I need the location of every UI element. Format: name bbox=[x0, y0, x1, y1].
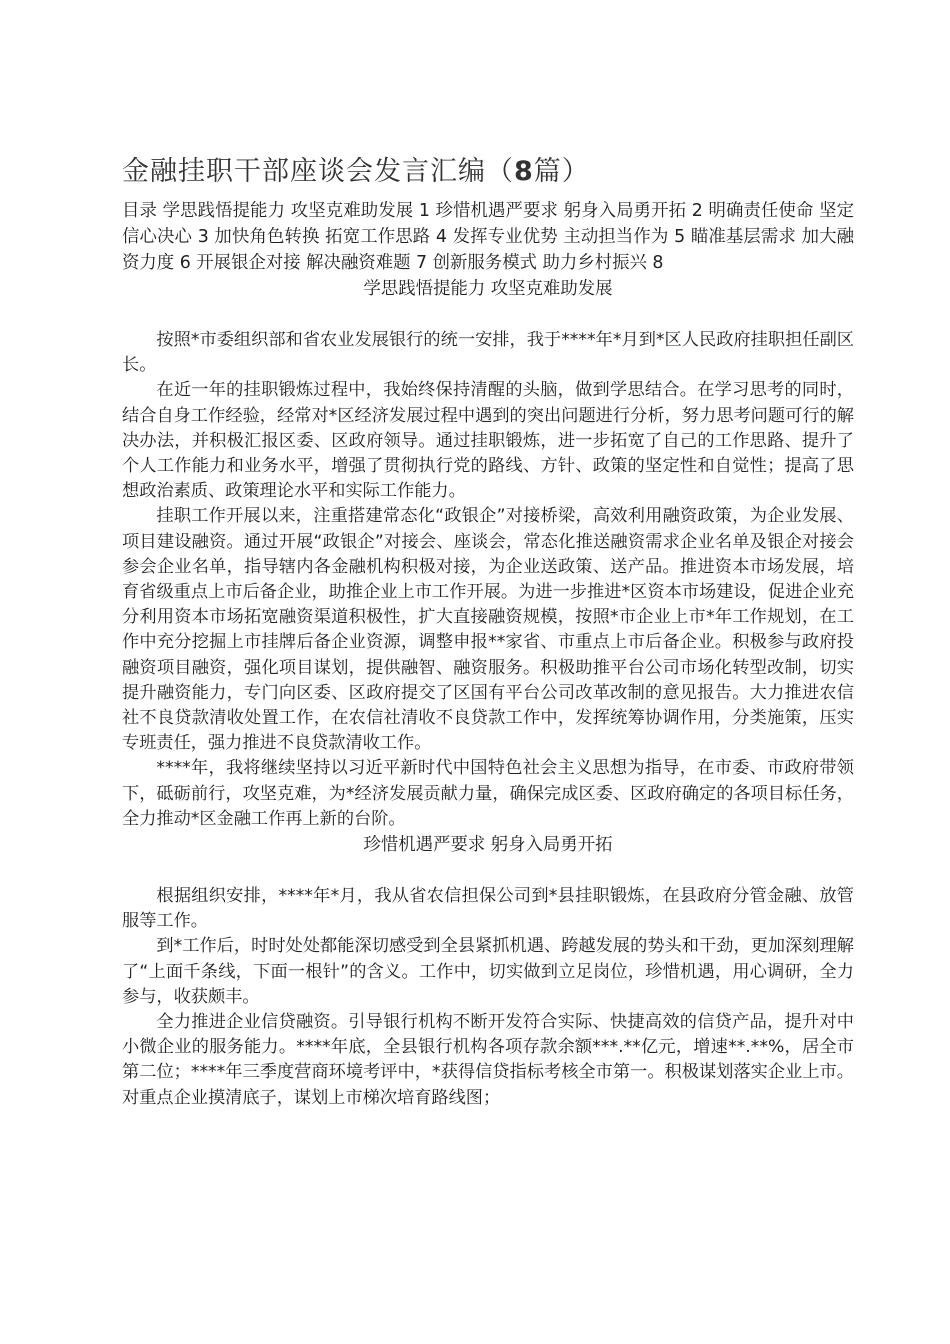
paragraph: ****年，我将继续坚持以习近平新时代中国特色社会主义思想为指导，在市委、市政府带领下，砥砺前行，攻坚克难，为*经济发展贡献力量，确保完成区委、区政府确定的各项目标任务，全力推动*区金融工作再上新的台阶。 bbox=[122, 758, 854, 829]
document-title bbox=[122, 150, 854, 194]
paragraph: 根据组织安排，****年*月，我从省农信担保公司到*县挂职锻炼，在县政府分管金融、放管服等工作。 bbox=[122, 886, 854, 932]
title-prefix: 金融挂职干部座谈会发言汇编（ bbox=[122, 156, 514, 187]
section-heading: 学思践悟提能力 攻坚克难助发展 bbox=[363, 279, 613, 299]
paragraph: 到*工作后，时时处处都能深切感受到全县紧抓机遇、跨越发展的势头和干劲，更加深刻理解了“上面千条线，下面一根针”的含义。工作中，切实做到立足岗位，珍惜机遇，用心调研，全力参与，收获颇丰。 bbox=[122, 936, 854, 1007]
section-spacer bbox=[122, 858, 854, 884]
table-of-contents: 目录 学思践悟提能力 攻坚克难助发展 1 珍惜机遇严要求 躬身入局勇开拓 2 明确责任使命 坚定信心决心 3 加快角色转换 拓宽工作思路 4 发挥专业优势 主动担当作为 5 瞄准基层需求 加大融资力度 6 开展银企对接 解决融资难题 7 创新服务模式 助力乡村振兴 8 bbox=[122, 201, 854, 273]
paragraph: 按照*市委组织部和省农业发展银行的统一安排，我于****年*月到*区人民政府挂职担任副区长。 bbox=[122, 330, 854, 376]
paragraph: 全力推进企业信贷融资。引导银行机构不断开发符合实际、快捷高效的信贷产品，提升对中小微企业的服务能力。****年底，全县银行机构各项存款余额***.**亿元，增速**.**%，居全市第二位；****年三季度营商环境考评中，*获得信贷指标考核全市第一。积极谋划落实企业上市。对重点企业摸清底子，谋划上市梯次培育路线图； bbox=[122, 1012, 854, 1108]
section-spacer bbox=[122, 302, 854, 328]
section-heading: 珍惜机遇严要求 躬身入局勇开拓 bbox=[363, 835, 613, 856]
title-count: 8 bbox=[514, 156, 534, 187]
document-page bbox=[122, 150, 854, 1111]
title-suffix: 篇） bbox=[533, 156, 590, 187]
paragraph: 在近一年的挂职锻炼过程中，我始终保持清醒的头脑，做到学思结合。在学习思考的同时，结合自身工作经验，经常对*区经济发展过程中遇到的突出问题进行分析，努力思考问题可行的解决办法，并积极汇报区委、区政府领导。通过挂职锻炼，进一步拓宽了自己的工作思路、提升了个人工作能力和业务水平，增强了贯彻执行党的路线、方针、政策的坚定性和自觉性；提高了思想政治素质、政策理论水平和实际工作能力。 bbox=[122, 380, 854, 502]
paragraph: 挂职工作开展以来，注重搭建常态化“政银企”对接桥梁，高效利用融资政策，为企业发展、项目建设融资。通过开展“政银企”对接会、座谈会，常态化推送融资需求企业名单及银企对接会参会企业名单，指导辖内各金融机构积极对接，为企业送政策、送产品。推进资本市场发展，培育省级重点上市后备企业，助推企业上市工作开展。为进一步推进*区资本市场建设，促进企业充分利用资本市场拓宽融资渠道积极性，扩大直接融资规模，按照*市企业上市*年工作规划，在工作中充分挖掘上市挂牌后备企业资源，调整申报**家省、市重点上市后备企业。积极参与政府投融资项目融资，强化项目谋划，提供融智、融资服务。积极助推平台公司市场化转型改制，切实提升融资能力，专门向区委、区政府提交了区国有平台公司改革改制的意见报告。大力推进农信社不良贷款清收处置工作，在农信社清收不良贷款工作中，发挥统筹协调作用，分类施策，压实专班责任，强力推进不良贷款清收工作。 bbox=[122, 506, 854, 754]
